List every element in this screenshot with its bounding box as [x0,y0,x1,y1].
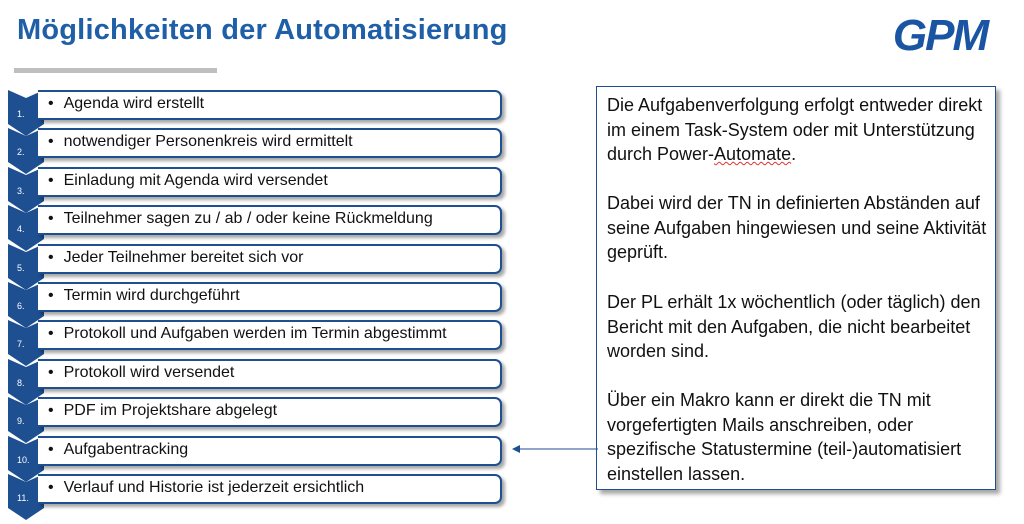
step-text [48,249,303,267]
step-label: Protokoll und Aufgaben werden im Termin abgestimmt [63,325,447,343]
step-label: notwendiger Personenkreis wird ermittelt [63,133,353,151]
step-label: Aufgabentracking [63,440,189,458]
step-text [48,95,204,113]
step-label: Verlauf und Historie ist jederzeit ersichtlich [63,479,365,496]
bullet: • [48,210,54,228]
info-paragraph-4: Über ein Makro kann er direkt die TN mit vorgefertigten Mails anschreiben, oder spezifische Statustermine (teil-)automatisiert einstellen lassen. [607,390,962,484]
step-number: 3. [17,185,25,196]
title-underline [14,68,217,73]
step-item [8,320,508,352]
left-arrow-icon [512,443,598,455]
step-number: 9. [17,416,25,427]
step-box [38,282,502,312]
step-number: 8. [17,377,25,388]
step-box [38,205,502,235]
step-label: PDF im Projektshare abgelegt [63,402,278,420]
step-text [48,287,240,305]
step-text [48,479,364,497]
step-number: 6. [17,301,25,311]
step-item [8,474,508,506]
step-label: Agenda wird erstellt [63,95,205,112]
step-text [48,172,328,190]
step-number: 7. [17,339,25,350]
bullet: • [48,479,54,496]
step-text [48,402,277,420]
bullet: • [48,440,54,458]
step-item [8,397,508,429]
step-item [8,167,508,199]
gpm-logo [884,14,997,54]
step-box [38,167,502,197]
step-number: 11. [17,493,29,503]
step-number: 10. [17,454,30,465]
info-paragraph-1: Die Aufgabenverfolgung erfolgt entweder direkt im einem Task-System oder mit Unterstützung durch Power-Automate. [607,95,983,164]
step-number: 4. [17,224,25,235]
step-box [38,474,502,504]
step-box [38,244,502,274]
info-paragraph-3: Der PL erhält 1x wöchentlich (oder täglich) den Bericht mit den Aufgaben, die nicht bearbeitet worden sind. [607,292,981,361]
step-item [8,128,508,160]
step-text [48,441,188,459]
step-text [48,325,447,343]
step-item [8,244,508,276]
info-textbox [596,86,996,490]
bullet: • [48,133,54,151]
step-box [38,397,502,427]
bullet: • [48,402,54,420]
step-number: 5. [17,262,25,273]
step-box [38,128,502,158]
step-item [8,205,508,237]
step-box [38,359,502,389]
bullet: • [48,95,54,112]
step-item [8,436,508,468]
step-text [48,364,234,382]
step-box [38,90,502,120]
step-number: 1. [17,109,25,119]
svg-text:GPM: GPM [892,14,988,54]
page-title: Möglichkeiten der Automatisierung [17,14,508,46]
step-box [38,436,502,466]
step-label: Protokoll wird versendet [63,363,235,381]
spellcheck-underlined-word: Automate [714,144,792,164]
step-box [38,320,502,350]
step-item [8,90,508,122]
bullet: • [48,325,54,343]
step-number: 2. [17,147,25,158]
bullet: • [48,248,54,266]
step-label: Teilnehmer sagen zu / ab / oder keine Rückmeldung [63,210,433,228]
bullet: • [48,171,54,189]
info-paragraph-2: Dabei wird der TN in definierten Abständen auf seine Aufgaben hingewiesen und seine Aktivität geprüft. [607,193,987,262]
step-item [8,282,508,314]
step-text [48,210,433,228]
step-label: Einladung mit Agenda wird versendet [63,171,328,189]
step-label: Jeder Teilnehmer bereitet sich vor [63,248,304,266]
bullet: • [48,363,54,381]
step-text [48,133,353,151]
step-item [8,359,508,391]
bullet: • [48,287,54,304]
step-label: Termin wird durchgeführt [63,287,240,304]
